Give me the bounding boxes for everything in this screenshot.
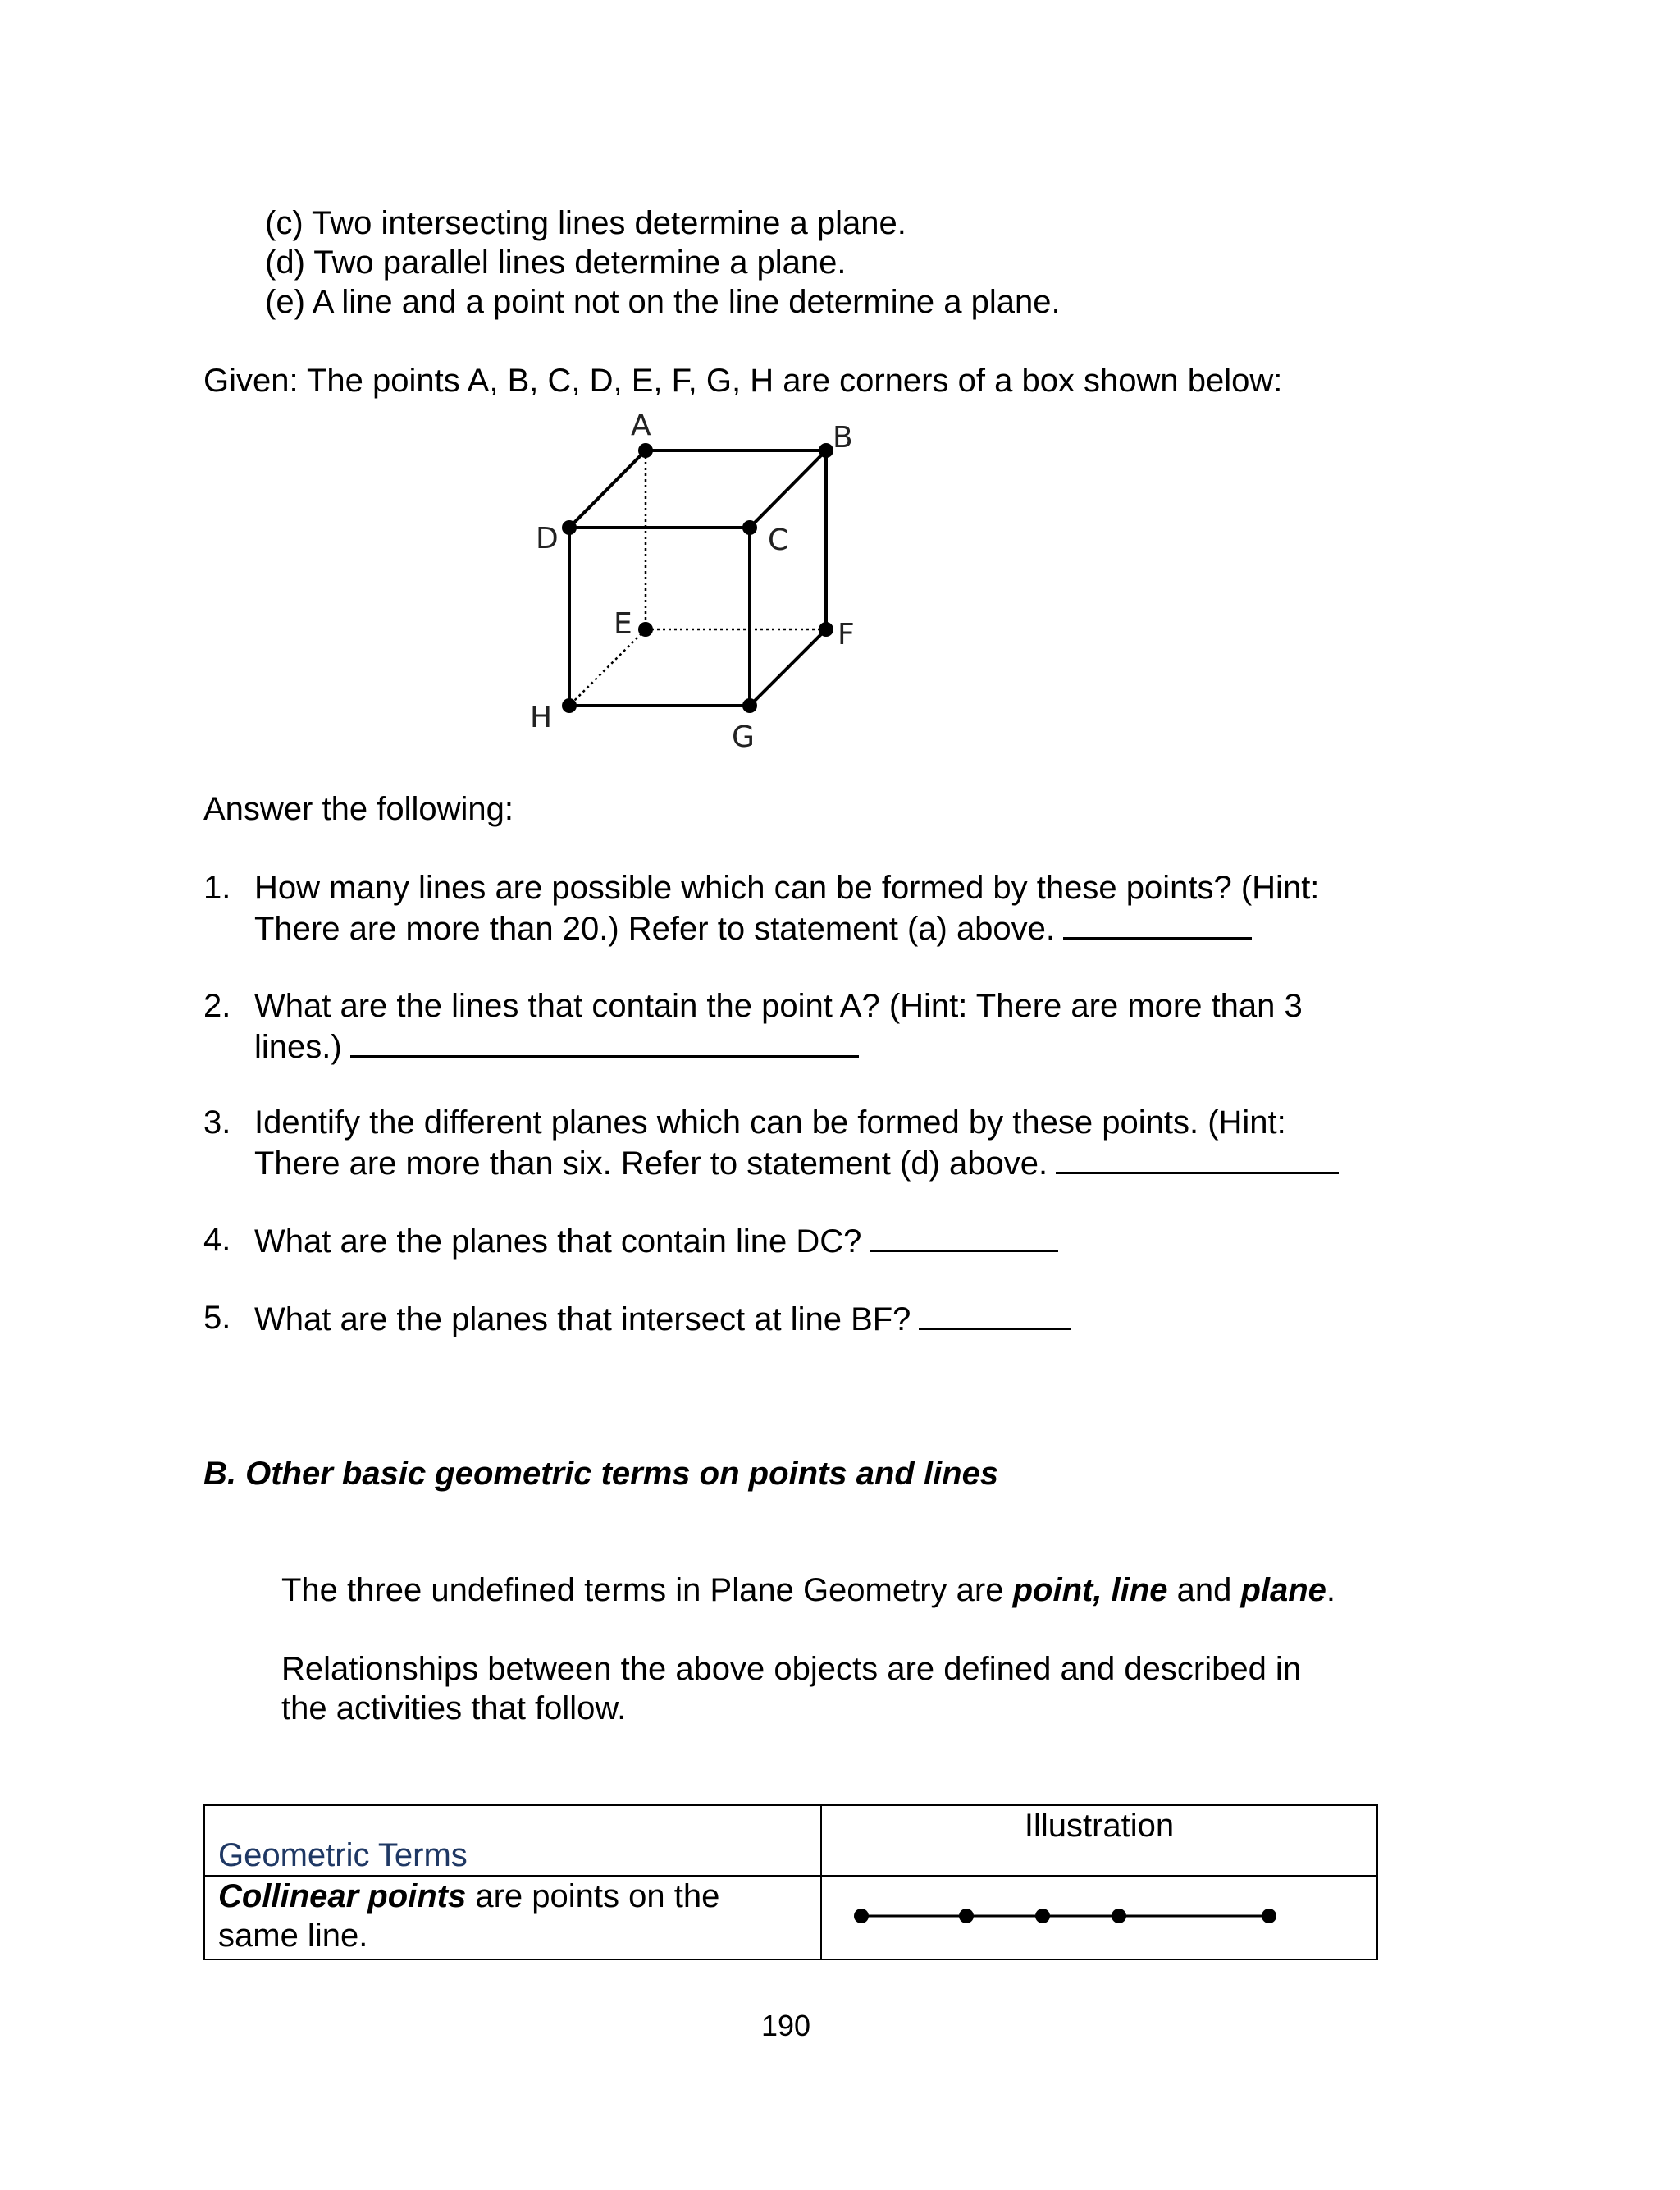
collinear-point xyxy=(1112,1909,1126,1923)
question-number: 5. xyxy=(203,1300,231,1336)
answer-blank[interactable] xyxy=(919,1298,1071,1330)
undefined-terms-text xyxy=(281,1570,1335,1610)
point-d xyxy=(562,520,577,535)
question-text-line xyxy=(254,1220,1058,1261)
collinear-definition xyxy=(204,1876,821,1959)
question-number: 1. xyxy=(203,870,231,906)
label-f: F xyxy=(838,618,855,652)
definition-text: same line. xyxy=(218,1918,368,1954)
question-text: Identify the different planes which can be formed by these points. (Hint: xyxy=(254,1104,1286,1141)
label-g: G xyxy=(732,720,755,754)
definition-text: are points on the xyxy=(466,1878,720,1914)
question-number: 4. xyxy=(203,1222,231,1258)
point-h xyxy=(562,698,577,713)
edge-eh xyxy=(569,629,646,706)
table-header-row xyxy=(204,1805,1377,1876)
collinear-point xyxy=(854,1909,869,1923)
label-e: E xyxy=(614,607,632,641)
statement-c: (c) Two intersecting lines determine a plane. xyxy=(265,205,906,241)
question-text: What are the planes that intersect at line BF? xyxy=(254,1301,911,1337)
table-row xyxy=(204,1876,1377,1959)
given-text: Given: The points A, B, C, D, E, F, G, H are corners of a box shown below: xyxy=(203,363,1283,399)
term-collinear: Collinear points xyxy=(218,1878,467,1914)
label-d: D xyxy=(536,522,559,556)
collinear-point xyxy=(1035,1909,1050,1923)
term-point-line: point, line xyxy=(1012,1572,1168,1608)
collinear-point xyxy=(1262,1909,1276,1923)
text-run: and xyxy=(1167,1572,1241,1608)
label-c: C xyxy=(768,523,789,557)
question-text-line2 xyxy=(254,1026,859,1067)
answer-heading: Answer the following: xyxy=(203,791,514,827)
label-b: B xyxy=(833,421,853,455)
point-a xyxy=(638,443,653,458)
answer-blank[interactable] xyxy=(350,1026,859,1058)
relationships-line1: Relationships between the above objects are defined and described in xyxy=(281,1651,1302,1687)
edge-ad xyxy=(569,450,646,528)
statement-d: (d) Two parallel lines determine a plane. xyxy=(265,245,847,281)
label-h: H xyxy=(530,701,553,734)
term-plane: plane xyxy=(1240,1572,1326,1608)
page-number: 190 xyxy=(761,2009,811,2042)
answer-blank[interactable] xyxy=(1063,908,1252,940)
question-text: What are the planes that contain line DC? xyxy=(254,1223,862,1260)
text-run: . xyxy=(1326,1572,1336,1608)
point-f xyxy=(819,622,833,637)
question-number: 2. xyxy=(203,988,231,1024)
statement-e: (e) A line and a point not on the line determine a plane. xyxy=(265,284,1061,320)
collinear-point xyxy=(959,1909,974,1923)
question-number: 3. xyxy=(203,1104,231,1141)
edge-fg xyxy=(750,629,826,706)
header-illustration: Illustration xyxy=(821,1805,1377,1876)
point-b xyxy=(819,443,833,458)
collinear-points-illustration xyxy=(822,1877,1314,1959)
question-text: lines.) xyxy=(254,1029,342,1065)
question-text: There are more than six. Refer to statement (d) above. xyxy=(254,1145,1048,1182)
relationships-line2: the activities that follow. xyxy=(281,1690,627,1726)
text-run: The three undefined terms in Plane Geometry are xyxy=(281,1572,1013,1608)
geometric-terms-table xyxy=(203,1804,1378,1960)
question-text: How many lines are possible which can be formed by these points? (Hint: xyxy=(254,870,1320,906)
question-text-line2 xyxy=(254,1142,1339,1183)
question-text-line2 xyxy=(254,908,1252,949)
label-a: A xyxy=(631,409,651,442)
edge-bc xyxy=(750,450,826,528)
question-text-line xyxy=(254,1298,1071,1339)
collinear-illustration xyxy=(821,1876,1377,1959)
answer-blank[interactable] xyxy=(870,1220,1058,1252)
section-b-heading: B. Other basic geometric terms on points and lines xyxy=(203,1456,999,1492)
point-g xyxy=(742,698,757,713)
question-text: There are more than 20.) Refer to statement (a) above. xyxy=(254,911,1056,947)
point-e xyxy=(638,622,653,637)
box-diagram xyxy=(0,0,1680,788)
header-geometric-terms: Geometric Terms xyxy=(204,1805,821,1876)
question-text: What are the lines that contain the point A? (Hint: There are more than 3 xyxy=(254,988,1303,1024)
answer-blank[interactable] xyxy=(1056,1142,1339,1174)
point-c xyxy=(742,520,757,535)
